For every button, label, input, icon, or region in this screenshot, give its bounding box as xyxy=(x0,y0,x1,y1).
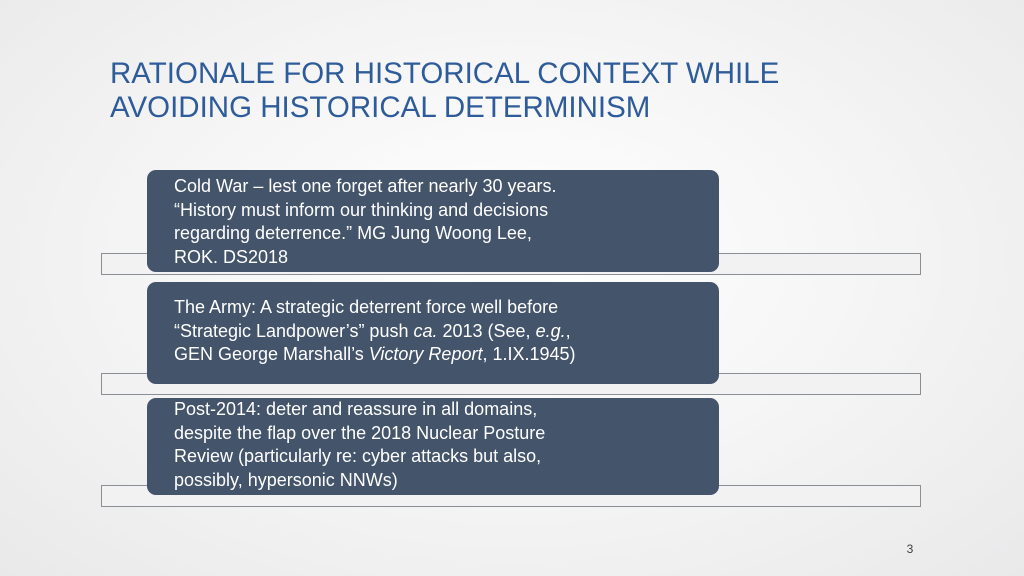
card-3-line-2: despite the flap over the 2018 Nuclear Posture xyxy=(174,422,546,443)
card-2-line-2 xyxy=(174,320,707,344)
list-card-1 xyxy=(147,170,719,272)
slide-title xyxy=(110,57,930,125)
list-card-3 xyxy=(147,398,719,495)
card-3-line-3: Review (particularly re: cyber attacks but also, xyxy=(174,446,542,466)
card-2-line-3-text-c: , 1.IX.1945) xyxy=(482,344,576,364)
card-2-line-2-italic-eg: e.g. xyxy=(535,320,566,341)
card-3-line-1: Post-2014: deter and reassure in all domains, xyxy=(174,399,538,419)
slide-title-line-2: AVOIDING HISTORICAL DETERMINISM xyxy=(110,91,651,124)
card-1-line-2: “History must inform our thinking and decisions xyxy=(174,199,549,220)
card-2-line-3 xyxy=(174,343,707,367)
card-2-line-2-text-a: “Strategic Landpower’s” push xyxy=(174,320,414,341)
card-2-line-3-italic-report: Victory Report xyxy=(368,344,483,364)
card-2-line-2-italic-ca: ca. xyxy=(413,320,438,341)
slide-title-line-1: RATIONALE FOR HISTORICAL CONTEXT WHILE xyxy=(110,57,780,90)
card-2-line-1: The Army: A strategic deterrent force well before xyxy=(174,297,559,317)
card-2-line-2-text-c: 2013 (See, xyxy=(437,320,536,341)
card-1-line-4: ROK. DS2018 xyxy=(174,246,289,267)
card-1-line-1: Cold War – lest one forget after nearly 30 years. xyxy=(174,176,557,196)
list-card-2 xyxy=(147,282,719,384)
page-number: 3 xyxy=(906,542,914,556)
card-2-line-3-text-a: GEN George Marshall’s xyxy=(174,344,369,364)
card-3-line-4: possibly, hypersonic NNWs) xyxy=(174,469,398,490)
card-2-line-2-text-e: , xyxy=(565,320,571,341)
card-1-line-3: regarding deterrence.” MG Jung Woong Lee, xyxy=(174,223,532,243)
